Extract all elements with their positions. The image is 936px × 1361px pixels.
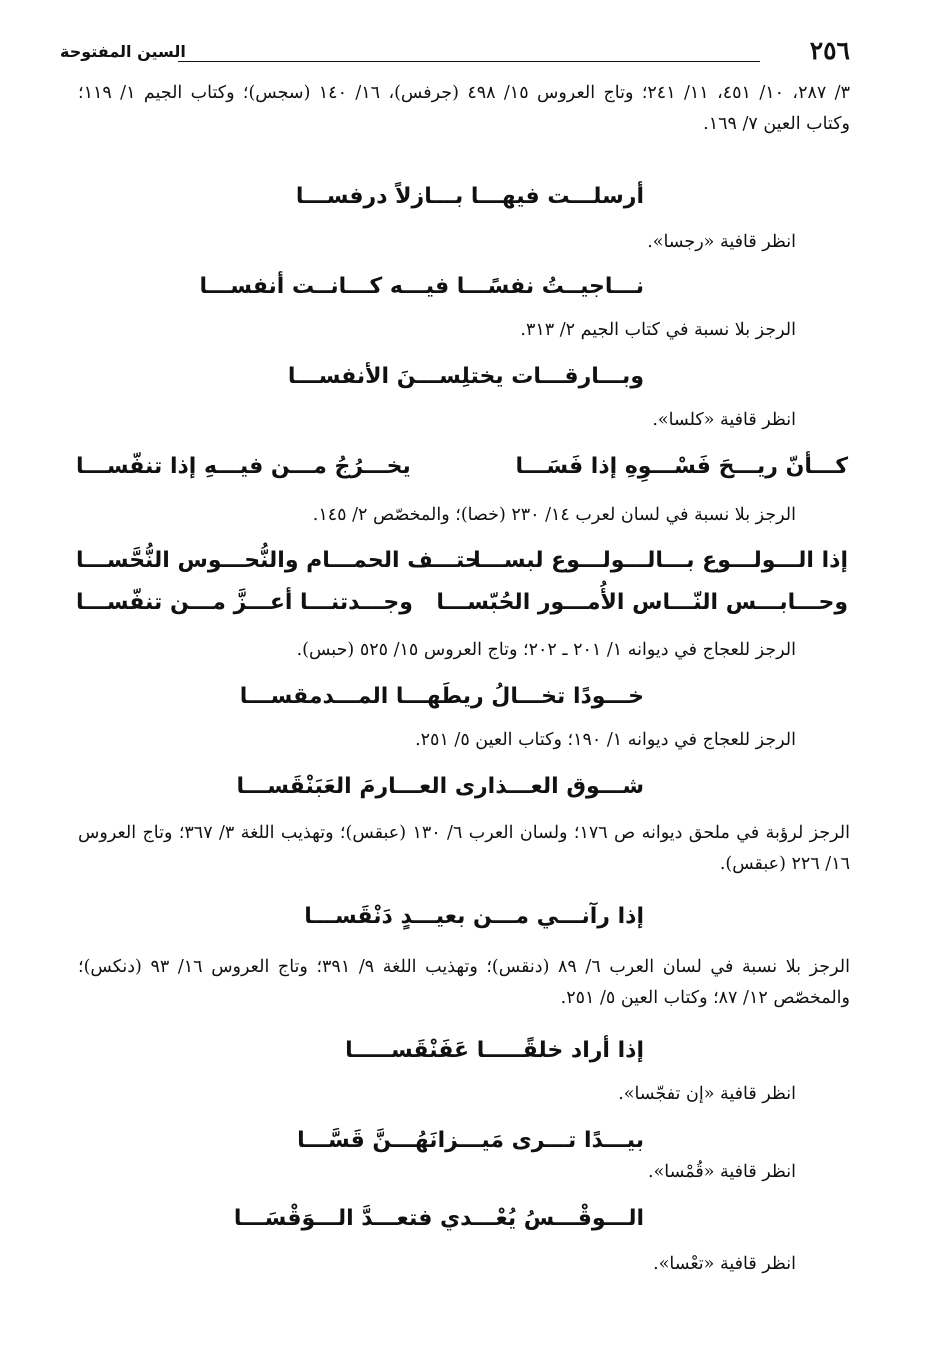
cross-reference: انظر قافية «قُمْسا». — [648, 1162, 796, 1182]
cross-reference: انظر قافية «تعْسا». — [653, 1254, 796, 1274]
running-title: السين المفتوحة — [60, 42, 186, 61]
verse-line: وبـــارقـــات يختلِســـنَ الأنفســـا — [287, 364, 644, 389]
verse-second-hemistich: يخـــرُجُ مـــن فيـــهِ إذا تنفّســـا — [76, 454, 411, 479]
verse-line: أرسلـــت فيهـــا بـــازلاً درفســـا — [295, 184, 644, 209]
source-note: الرجز بلا نسبة في كتاب الجيم ٢/ ٣١٣. — [520, 320, 796, 340]
page-number: ٢٥٦ — [809, 36, 850, 65]
cross-reference: انظر قافية «كلسا». — [652, 410, 796, 430]
verse-line: خـــودًا تخـــالُ ريطَهـــا المـــدمقســـا — [239, 684, 644, 709]
verse-first-hemistich: كـــأنّ ريـــحَ فَسْـــوِهِ إذا فَسَـــا — [515, 454, 848, 479]
verse-first-hemistich: إذا الـــولـــوع بـــالـــولـــوع لبســـا — [473, 548, 848, 573]
source-note: الرجز للعجاج في ديوانه ١/ ٢٠١ ـ ٢٠٢؛ وتاج العروس ١٥/ ٥٢٥ (حبس). — [296, 640, 796, 660]
source-note: الرجز لرؤبة في ملحق ديوانه ص ١٧٦؛ ولسان العرب ٦/ ١٣٠ (عبقس)؛ وتهذيب اللغة ٣/ ٣٦٧؛ وتاج العروس ١٦/ ٢٢٦ (عبقس). — [78, 823, 850, 874]
verse-line: الـــوقْـــسُ يُعْـــدي فتعـــدَّ الـــوَقْسَـــا — [233, 1206, 644, 1231]
source-note: الرجز بلا نسبة في لسان العرب ٦/ ٨٩ (دنقس)؛ وتهذيب اللغة ٩/ ٣٩١؛ وتاج العروس ١٦/ ٩٣ (دنكس)؛ والمخصّص ١٢/ ٨٧؛ وكتاب العين ٥/ ٢٥١. — [78, 957, 850, 1008]
page-header — [60, 36, 850, 70]
cross-reference: انظر قافية «إن تفجّسا». — [618, 1084, 796, 1104]
source-note: الرجز بلا نسبة في لسان لعرب ١٤/ ٢٣٠ (خصا)؛ والمخصّص ٢/ ١٤٥. — [312, 505, 796, 525]
verse-line: إذا أراد خلقًـــــا عَفَنْقَســـــا — [345, 1038, 644, 1063]
verse-line: بيـــدًا تـــرى مَيـــزانَهُـــنَّ قَسَّـــا — [297, 1128, 644, 1153]
verse-line: شـــوق العـــذارى العـــارمَ العَبَنْقَســـا — [236, 774, 644, 799]
verse-second-hemistich: حتـــف الحمـــام والنُّحـــوس النُّحَّســـا — [76, 548, 481, 573]
header-rule — [178, 61, 760, 62]
citation-paragraph: ٣/ ٢٨٧، ١٠/ ٤٥١، ١١/ ٢٤١؛ وتاج العروس ١٥/ ٤٩٨ (جرفس)، ١٦/ ١٤٠ (سجس)؛ وكتاب الجيم ١/ ١١٩؛ وكتاب العين ٧/ ١٦٩. — [78, 83, 850, 134]
cross-reference: انظر قافية «رجسا». — [647, 232, 796, 252]
source-note: الرجز للعجاج في ديوانه ١/ ١٩٠؛ وكتاب العين ٥/ ٢٥١. — [415, 730, 796, 750]
verse-first-hemistich: وحـــابـــس النّـــاس الأُمـــور الحُبّســـا — [436, 590, 848, 615]
verse-line: إذا رآنـــي مـــن بعيـــدٍ دَنْقَســـا — [304, 904, 644, 929]
verse-second-hemistich: وجـــدتنـــا أعـــزَّ مـــن تنفّســـا — [76, 590, 413, 615]
verse-line: نـــاجيــتُ نفسًـــا فيـــه كـــانــت أنفســـا — [199, 274, 644, 299]
